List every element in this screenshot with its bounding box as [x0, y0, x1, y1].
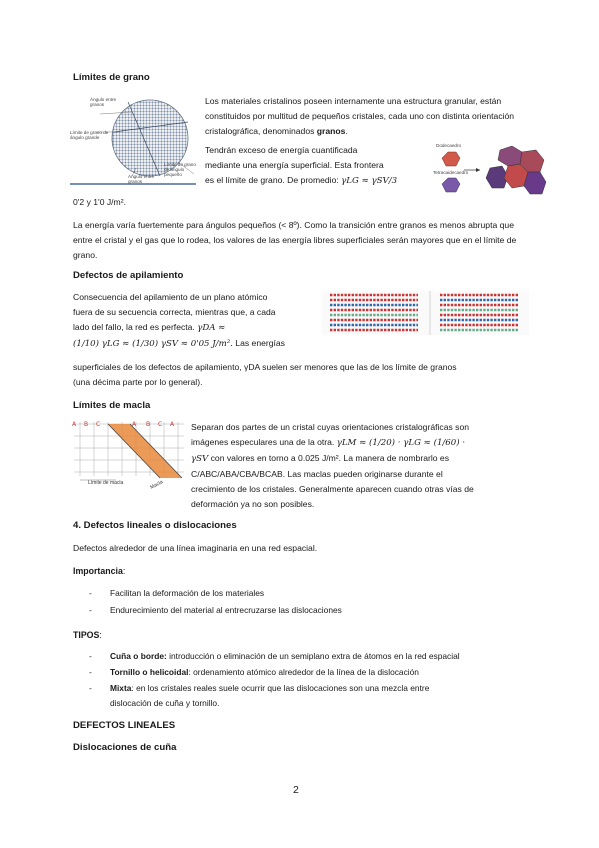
label-angle-between-grains: Ángulo entre granos: [90, 97, 117, 107]
twin-line3: con valores en torno a 0.025 J/m². La manera de nombrarlo es: [208, 453, 449, 463]
twin-formula-2: γSV: [191, 454, 209, 464]
types-heading-line: TIPOS:: [73, 630, 102, 640]
twin-boundary-figure: [70, 418, 188, 500]
type-item-edge: - Cuña o borde: introducción o eliminación de un semiplano extra de átomos en la red espacial: [89, 651, 460, 661]
grain-paragraph-2: [205, 143, 430, 189]
grain-p1-bold: granos: [316, 126, 346, 136]
twin-formula: γLM ≈ (1/20) · γLG ≈ (1/60) ·: [336, 438, 466, 448]
stacking-paragraph-2: [73, 360, 533, 390]
stacking-formula-1: γDA ≈: [197, 323, 226, 333]
label-dodecahedron: Dodecaedro: [436, 143, 462, 148]
label-twin-boundary: Límite de macla: [88, 480, 124, 486]
importance-item: - Endurecimiento del material al entrecruzarse las dislocaciones: [89, 605, 342, 615]
stacking-line4: Las energías: [232, 338, 285, 348]
stacking-line1: Consecuencia del apilamiento de un plano atómico: [73, 292, 268, 302]
grain-boundary-figure: [70, 92, 196, 188]
label-angle-between-grains-2: Ángulo entre granos: [128, 174, 155, 184]
crystal-shapes-figure: [432, 140, 557, 202]
heading-stacking-faults: Defectos de apilamiento: [73, 270, 184, 281]
twin-line5: crecimiento de los cristales. Generalmente aparecen cuando otras vías de: [191, 484, 474, 494]
grain-paragraph-1: [205, 94, 527, 139]
atomic-layers-illustration: [322, 291, 529, 335]
twin-line2: imágenes especulares una de la otra.: [191, 437, 337, 447]
stacking-line5: superficiales de los defectos de apilamiento, γDA suelen ser menores que las de los límite de granos: [73, 362, 457, 372]
linear-intro: Defectos alrededor de una línea imaginaria en una red espacial.: [73, 543, 318, 553]
grain-p2-line1: Tendrán exceso de energía cuantificada: [205, 145, 358, 155]
type-item-mixed: - Mixta: en los cristales reales suele ocurrir que las dislocaciones son una mezcla entre: [89, 683, 430, 693]
grain-formula: γLG ≈ γSV/3: [341, 176, 398, 186]
type-desc: : ordenamiento atómico alrededor de la línea de la dislocación: [188, 667, 419, 677]
stacking-formula-2: (1/10) γLG ≈ (1/30) γSV ≈ 0'05 J/m².: [73, 339, 233, 349]
svg-text:C: C: [158, 421, 163, 428]
heading-grain-boundaries: Límites de grano: [73, 72, 150, 83]
type-name: Mixta: [110, 683, 132, 693]
grain-energy-range: 0'2 y 1'0 J/m².: [73, 197, 126, 207]
types-list: [89, 649, 540, 711]
type-name: Cuña o borde:: [110, 651, 167, 661]
stacking-fault-figure: [322, 291, 529, 335]
twin-line1: Separan dos partes de un cristal cuyas orientaciones cristalográficas son: [191, 422, 470, 432]
type-desc: introducción o eliminación de un semiplano extra de átomos en la red espacial: [166, 651, 460, 661]
stacking-line3: lado del fallo, la red es perfecta.: [73, 322, 198, 332]
importance-item-text: Facilitan la deformación de los materiales: [110, 588, 265, 598]
grain-p2-line3: es el límite de grano. De promedio:: [205, 175, 342, 185]
stacking-line2: fuera de su secuencia correcta, mientras que, a cada: [73, 307, 276, 317]
svg-text:A: A: [72, 421, 77, 428]
heading-defectos-lineales: DEFECTOS LINEALES: [73, 720, 176, 731]
grain-p1-text: Los materiales cristalinos poseen internamente una estructura granular, están constituidos por multitud de pequeños cristales, cada uno con distinta orientación cristalográfica, denominados: [205, 96, 515, 136]
twin-line6: deformación ya no son posibles.: [191, 499, 315, 509]
svg-text:C: C: [96, 421, 101, 428]
label-large-angle-boundary: Límite de grano de ángulo grande: [70, 130, 109, 140]
label-small-angle-boundary: Límite de grano de ángulo pequeño: [164, 162, 196, 177]
label-tetrakaidecahedron: Tetracaidecaedro: [433, 170, 469, 175]
svg-text:A: A: [170, 421, 175, 428]
heading-linear-defects: 4. Defectos lineales o dislocaciones: [73, 520, 237, 531]
twin-paragraph: [191, 420, 531, 512]
stacking-paragraph: [73, 290, 323, 352]
page-number: 2: [293, 784, 299, 796]
svg-text:A: A: [132, 421, 137, 428]
grain-paragraph-3: La energía varía fuertemente para ángulos pequeños (< 8º). Como la transición entre granos es menos abrupta que entre el cristal y el gas que lo rodea, los valores de las energía libres superficiales serán mayores que en el límite de grano.: [73, 220, 517, 260]
stacking-line6: (una décima parte por lo general).: [73, 377, 203, 387]
type-name: Tornillo o helicoidal: [110, 667, 189, 677]
types-heading: TIPOS: [73, 630, 100, 640]
twin-lattice-illustration: [70, 418, 188, 500]
twin-line4: C/ABC/ABA/CBA/BCAB. Las maclas pueden originarse durante el: [191, 469, 443, 479]
importance-item-text: Endurecimiento del material al entrecruzarse las dislocaciones: [110, 605, 342, 615]
type-desc: : en los cristales reales suele ocurrir que las dislocaciones son una mezcla entre: [131, 683, 430, 693]
grain-p2-line2: mediante una energía superficial. Esta frontera: [205, 160, 384, 170]
importance-list: [89, 586, 530, 626]
grain-p1-end: .: [345, 126, 348, 136]
heading-edge-dislocations: Dislocaciones de cuña: [73, 742, 177, 753]
importance-heading: Importancia: [73, 566, 123, 576]
heading-twin-boundaries: Límites de macla: [73, 400, 151, 411]
type-item-screw: - Tornillo o helicoidal: ordenamiento atómico alrededor de la línea de la dislocación: [89, 667, 419, 677]
importance-heading-line: Importancia:: [73, 566, 126, 576]
svg-text:B: B: [146, 421, 151, 428]
svg-text:B: B: [84, 421, 89, 428]
label-twin: Macla: [149, 479, 164, 491]
importance-item: - Facilitan la deformación de los materiales: [89, 588, 265, 598]
type-item-mixed-continued: dislocación de cuña y tornillo.: [110, 698, 220, 708]
